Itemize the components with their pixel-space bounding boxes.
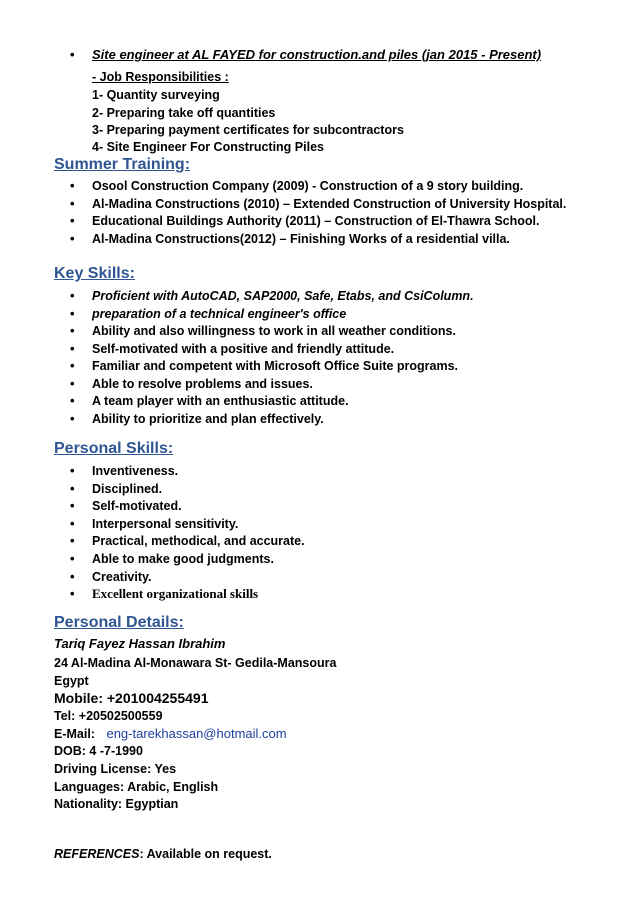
- list-item: [70, 533, 305, 548]
- bullet: •: [70, 288, 75, 303]
- bullet: •: [70, 551, 75, 566]
- list-item: [70, 231, 510, 246]
- references-label: REFERENCES: [54, 847, 140, 861]
- key-skill-item: preparation of a technical engineer's office: [92, 307, 347, 321]
- key-skill-item: A team player with an enthusiastic attitude.: [92, 394, 349, 408]
- list-item: [70, 288, 474, 303]
- list-item: [70, 481, 162, 496]
- bullet: •: [70, 516, 75, 531]
- list-item: [70, 551, 274, 566]
- list-item: [70, 341, 394, 356]
- bullet: •: [70, 463, 75, 478]
- bullet: •: [70, 376, 75, 391]
- personal-skill-item: Interpersonal sensitivity.: [92, 517, 239, 531]
- job-task: 3- Preparing payment certificates for subcontractors: [92, 123, 404, 137]
- key-skill-item: Ability to prioritize and plan effectively.: [92, 412, 324, 426]
- bullet: •: [70, 178, 75, 193]
- list-item: [70, 516, 238, 531]
- bullet: •: [70, 213, 75, 228]
- references-text: : Available on request.: [139, 847, 272, 861]
- date-of-birth: DOB: 4 -7-1990: [54, 744, 143, 758]
- list-item: [70, 213, 540, 228]
- job-entry: [70, 47, 541, 62]
- list-item: [70, 463, 178, 478]
- full-name: Tariq Fayez Hassan Ibrahim: [54, 636, 226, 651]
- key-skill-item: Proficient with AutoCAD, SAP2000, Safe, Etabs, and CsiColumn.: [92, 289, 474, 303]
- mobile-number: Mobile: +201004255491: [54, 690, 209, 706]
- personal-skill-item: Inventiveness.: [92, 464, 179, 478]
- nationality: Nationality: Egyptian: [54, 797, 179, 811]
- personal-skill-item: Creativity.: [92, 570, 152, 584]
- bullet: •: [70, 533, 75, 548]
- list-item: [70, 586, 258, 602]
- list-item: [70, 358, 458, 373]
- email-link[interactable]: eng-tarekhassan@hotmail.com: [106, 726, 287, 741]
- bullet: •: [70, 196, 75, 211]
- bullet: •: [70, 47, 75, 62]
- tel-number: Tel: +20502500559: [54, 709, 163, 723]
- bullet: •: [70, 393, 75, 408]
- job-title: Site engineer at AL FAYED for construction.and piles (jan 2015 - Present): [92, 47, 542, 62]
- job-responsibilities-label: - Job Responsibilities :: [92, 70, 229, 84]
- bullet: •: [70, 481, 75, 496]
- bullet: •: [70, 411, 75, 426]
- bullet: •: [70, 306, 75, 321]
- personal-skill-item: Practical, methodical, and accurate.: [92, 534, 305, 548]
- bullet: •: [70, 341, 75, 356]
- bullet: •: [70, 586, 75, 601]
- job-task: 2- Preparing take off quantities: [92, 106, 276, 120]
- personal-skill-item: Self-motivated.: [92, 499, 182, 513]
- list-item: [70, 569, 152, 584]
- email-line: [54, 726, 287, 741]
- bullet: •: [70, 358, 75, 373]
- list-item: [70, 376, 313, 391]
- personal-skill-item: Excellent organizational skills: [92, 586, 259, 601]
- key-skill-item: Ability and also willingness to work in all weather conditions.: [92, 324, 456, 338]
- list-item: [70, 196, 566, 211]
- bullet: •: [70, 323, 75, 338]
- personal-skill-item: Disciplined.: [92, 482, 163, 496]
- address: 24 Al-Madina Al-Monawara St- Gedila-Mansoura: [54, 656, 337, 670]
- list-item: [70, 323, 456, 338]
- training-item: Educational Buildings Authority (2011) – Construction of El-Thawra School.: [92, 214, 540, 228]
- summer-training-heading: Summer Training:: [54, 156, 191, 173]
- bullet: •: [70, 569, 75, 584]
- personal-details-heading: Personal Details:: [54, 614, 184, 631]
- key-skill-item: Self-motivated with a positive and friendly attitude.: [92, 342, 395, 356]
- bullet: •: [70, 498, 75, 513]
- references: [54, 847, 272, 861]
- country: Egypt: [54, 674, 89, 688]
- job-task: 1- Quantity surveying: [92, 88, 220, 102]
- key-skill-item: Familiar and competent with Microsoft Office Suite programs.: [92, 359, 459, 373]
- driving-license: Driving License: Yes: [54, 762, 177, 776]
- training-item: Al-Madina Constructions(2012) – Finishing Works of a residential villa.: [92, 232, 510, 246]
- key-skill-item: Able to resolve problems and issues.: [92, 377, 313, 391]
- personal-skills-heading: Personal Skills:: [54, 440, 174, 457]
- list-item: [70, 411, 324, 426]
- list-item: [70, 306, 346, 321]
- job-task: 4- Site Engineer For Constructing Piles: [92, 140, 324, 154]
- languages: Languages: Arabic, English: [54, 780, 219, 794]
- personal-skill-item: Able to make good judgments.: [92, 552, 274, 566]
- key-skills-heading: Key Skills:: [54, 265, 135, 282]
- email-label: E-Mail:: [54, 727, 95, 741]
- list-item: [70, 498, 182, 513]
- list-item: [70, 178, 523, 193]
- training-item: Osool Construction Company (2009) - Construction of a 9 story building.: [92, 179, 524, 193]
- training-item: Al-Madina Constructions (2010) – Extended Construction of University Hospital.: [92, 197, 567, 211]
- bullet: •: [70, 231, 75, 246]
- list-item: [70, 393, 349, 408]
